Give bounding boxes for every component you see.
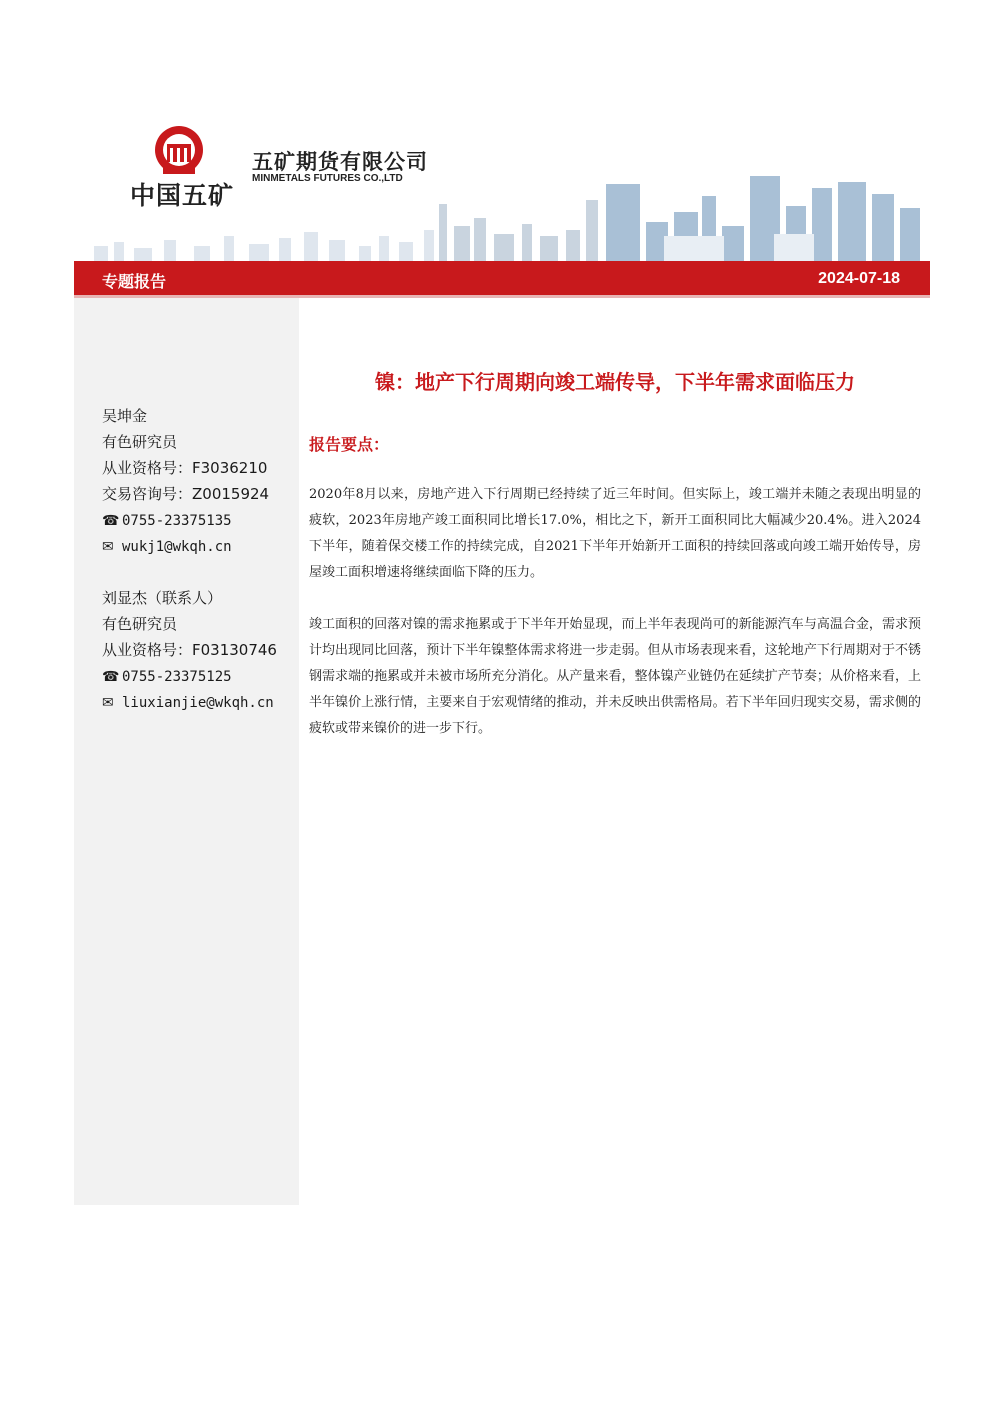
author-role: 有色研究员 (102, 615, 178, 633)
summary-paragraph: 竣工面积的回落对镍的需求拖累或于下半年开始显现，而上半年表现尚可的新能源汽车与高温合金，需求预计均出现同比回落，预计下半年镍整体需求将进一步走弱。但从市场表现来看，这轮地产下行周期对于不锈钢需求端的拖累或并未被市场所充分消化。从产量来看，整体镍产业链仍在延续扩产节奏；从价格来看，上半年镍价上涨行情，主要来自于宏观情绪的推动，并未反映出供需格局。若下半年回归现实交易，需求侧的疲软或带来镍价的进一步下行。 (309, 617, 921, 736)
report-type-banner (74, 261, 930, 298)
brand-name-cn: 五矿期货有限公司 (252, 150, 428, 174)
author-email[interactable]: wukj1@wkqh.cn (122, 539, 232, 555)
brand-name-cn-left: 中国五矿 (130, 181, 235, 210)
minmetals-logo-emblem (150, 124, 208, 180)
author-role: 有色研究员 (102, 433, 178, 451)
summary-paragraph: 2020年8月以来，房地产进入下行周期已经持续了近三年时间。但实际上，竣工端并未随之表现出明显的疲软，2023年房地产竣工面积同比增长17.0%，相比之下，新开工面积同比大幅减少20.4%。进入2024下半年，随着保交楼工作的持续完成，自2021下半年开始新开工面积的持续回落或向竣工端开始传导，房屋竣工面积增速将继续面临下降的压力。 (309, 487, 921, 580)
author-email-row[interactable] (102, 533, 269, 559)
phone-icon: ☎ (102, 669, 120, 685)
author-name: 吴坤金 (102, 407, 148, 425)
author-block (102, 585, 277, 715)
author-phone: 0755-23375125 (122, 669, 232, 685)
report-date: 2024-07-18 (818, 270, 900, 287)
envelope-icon: ✉ (102, 539, 114, 555)
phone-icon: ☎ (102, 513, 120, 529)
summary-heading: 报告要点： (309, 435, 390, 454)
author-email[interactable]: liuxianjie@wkqh.cn (122, 695, 274, 711)
report-type-label: 专题报告 (102, 272, 167, 291)
envelope-icon: ✉ (102, 695, 114, 711)
author-phone-row (102, 507, 269, 533)
author-name: 刘显杰（联系人） (102, 589, 223, 607)
report-title: 镍：地产下行周期向竣工端传导，下半年需求面临压力 (375, 370, 855, 394)
author-phone: 0755-23375135 (122, 513, 232, 529)
author-phone-row (102, 663, 277, 689)
city-skyline-image (74, 176, 930, 262)
author-sidebar (74, 298, 299, 1205)
author-email-row[interactable] (102, 689, 277, 715)
author-block (102, 403, 269, 559)
author-consult-number: 交易咨询号：Z0015924 (102, 485, 270, 503)
author-qualification: 从业资格号：F3036210 (102, 459, 268, 477)
author-qualification: 从业资格号：F03130746 (102, 641, 277, 659)
brand-name-en: MINMETALS FUTURES CO.,LTD (252, 173, 403, 184)
